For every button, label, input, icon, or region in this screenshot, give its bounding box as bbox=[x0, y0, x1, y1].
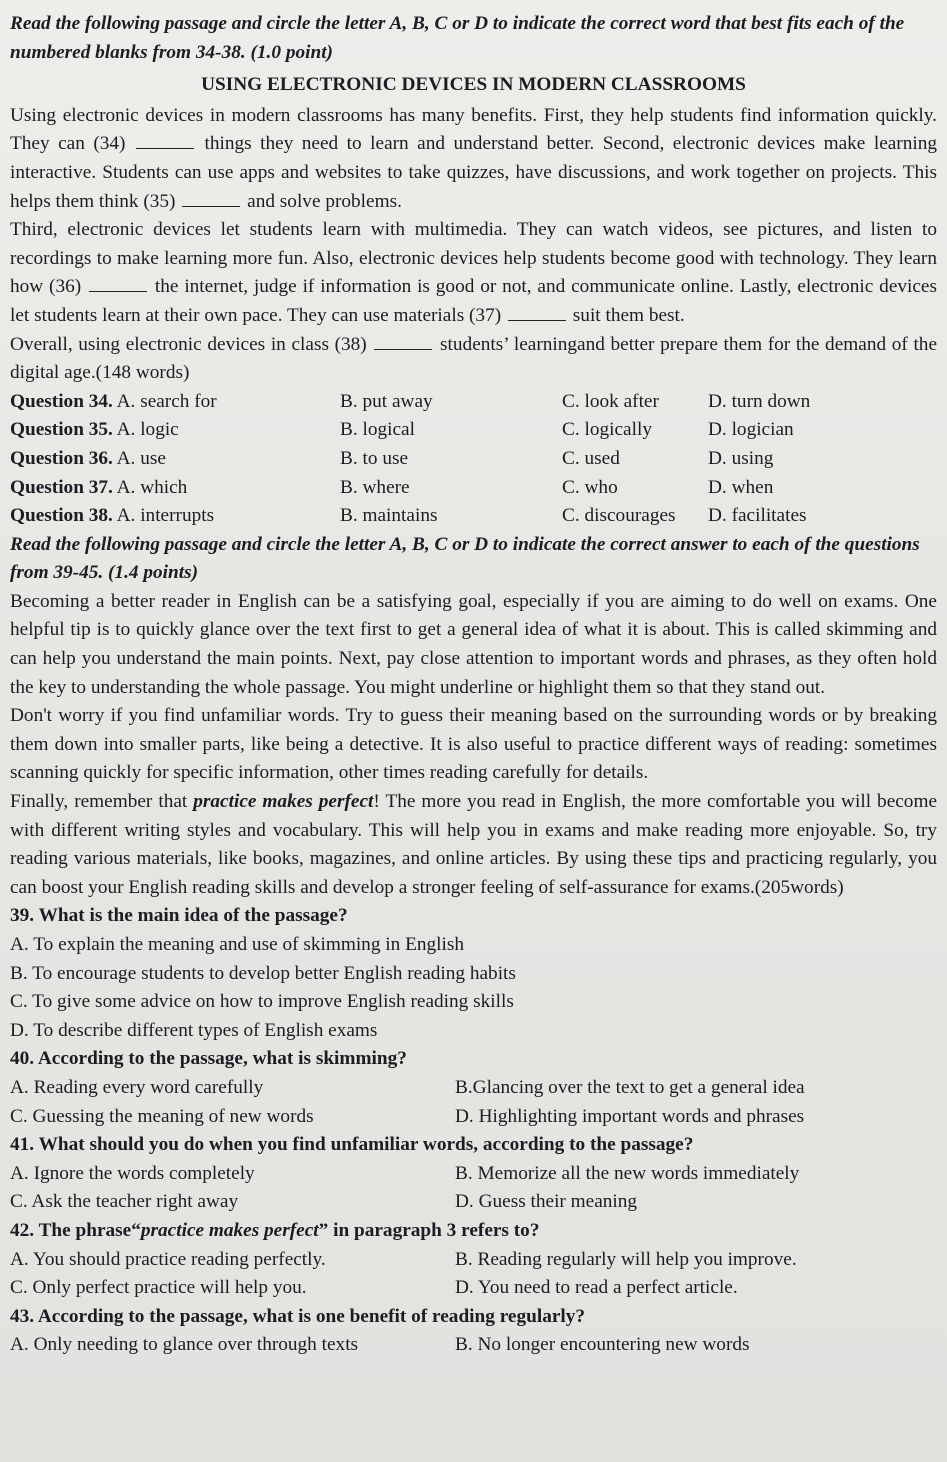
question-row bbox=[10, 416, 937, 445]
passage2-paragraph1: Becoming a better reader in English can be a satisfying goal, especially if you are aiming to do well on exams. One helpful tip is to quickly glance over the text first to get a general idea of what it is about. This is called skimming and can help you understand the main points. Next, pay close attention to important words and phrases, as they often hold the key to understanding the whole passage. You might underline or highlight them so that they stand out. bbox=[10, 590, 937, 698]
question-title: 41. What should you do when you find unfamiliar words, according to the passage? bbox=[10, 1134, 694, 1156]
q42-title-b: ” in paragraph 3 refers to? bbox=[318, 1219, 540, 1241]
option-b[interactable]: B. where bbox=[340, 476, 410, 498]
blank-37 bbox=[508, 306, 566, 321]
option-b[interactable]: B. No longer encountering new words bbox=[455, 1334, 750, 1356]
question-41 bbox=[10, 1131, 937, 1217]
option-c[interactable]: C. who bbox=[562, 476, 618, 498]
p3-rest: ! The more you read in English, the more comfortable you will become with different writing styles and vocabulary. This will help you in exams and make reading more enjoyable. So, try reading various materials, like books, magazines, and online articles. By using these tips and practicing regularly, you can boost your English reading skills and develop a stronger feeling of self-assurance for exams.(205words) bbox=[10, 791, 938, 898]
p2-text-b: the internet, judge if information is good or not, and communicate online. Lastly, electronic devices let students learn at their own pace. They can use materials (37) bbox=[10, 276, 937, 326]
option-a[interactable]: A. You should practice reading perfectly. bbox=[10, 1248, 326, 1270]
p2-text-a: Third, electronic devices let students learn with multimedia. They can watch videos, see pictures, and listen to recordings to make learning more fun. Also, electronic devices help students become good with technology. They learn how (36) bbox=[10, 219, 937, 298]
p2-text-c: suit them best. bbox=[572, 304, 685, 326]
passage-title: USING ELECTRONIC DEVICES IN MODERN CLASSROOMS bbox=[201, 74, 746, 96]
option-d[interactable]: D. Guess their meaning bbox=[455, 1191, 638, 1213]
option-a[interactable]: A. which bbox=[116, 476, 188, 498]
passage1-paragraph3 bbox=[10, 331, 937, 388]
option-d[interactable]: D. You need to read a perfect article. bbox=[455, 1277, 738, 1299]
p3-lead: Finally, remember that bbox=[10, 791, 188, 813]
option-c[interactable]: C. look after bbox=[562, 390, 659, 412]
option-a[interactable]: A. search for bbox=[116, 390, 217, 412]
option-a[interactable]: A. interrupts bbox=[116, 505, 215, 527]
question-title: 43. According to the passage, what is one benefit of reading regularly? bbox=[10, 1305, 586, 1327]
question-row bbox=[10, 445, 937, 474]
option-c[interactable]: C. Only perfect practice will help you. bbox=[10, 1277, 307, 1299]
option-b[interactable]: B. logical bbox=[340, 419, 415, 441]
passage2-paragraph2: Don't worry if you find unfamiliar words. Try to guess their meaning based on the surrounding words or by breaking them down into smaller parts, like being a detective. It is also useful to practice different ways of reading: sometimes scanning quickly for specific information, other times reading carefully for details. bbox=[10, 705, 937, 784]
p3-text-a: Overall, using electronic devices in class (38) bbox=[10, 333, 367, 355]
question-label: Question 34. bbox=[10, 390, 113, 412]
option-c[interactable]: C. Guessing the meaning of new words bbox=[10, 1105, 314, 1127]
option-b[interactable]: B. to use bbox=[340, 447, 409, 469]
option-b[interactable]: B.Glancing over the text to get a general idea bbox=[455, 1076, 805, 1098]
passage1-paragraph1 bbox=[10, 102, 937, 216]
question-label: Question 35. bbox=[10, 419, 113, 441]
option-d[interactable]: D. Highlighting important words and phrases bbox=[455, 1105, 805, 1127]
option-a[interactable]: A. logic bbox=[116, 419, 179, 441]
highlight-phrase: practice makes perfect bbox=[193, 791, 374, 813]
option-c[interactable]: C. Ask the teacher right away bbox=[10, 1191, 239, 1213]
question-label: Question 38. bbox=[10, 505, 113, 527]
blank-36 bbox=[89, 277, 147, 292]
question-title: 39. What is the main idea of the passage? bbox=[10, 905, 348, 927]
option-b[interactable]: B. maintains bbox=[340, 505, 438, 527]
option-b[interactable]: B. put away bbox=[340, 390, 433, 412]
option-d[interactable]: D. using bbox=[708, 447, 774, 469]
option-d[interactable]: D. turn down bbox=[708, 390, 811, 412]
option-d[interactable]: D. when bbox=[708, 476, 774, 498]
option-a[interactable]: A. Ignore the words completely bbox=[10, 1162, 255, 1184]
question-title: 40. According to the passage, what is skimming? bbox=[10, 1048, 407, 1070]
option-c[interactable]: C. used bbox=[562, 447, 620, 469]
option-d[interactable]: D. facilitates bbox=[708, 505, 807, 527]
blank-38 bbox=[374, 335, 432, 350]
question-42 bbox=[10, 1217, 937, 1303]
q42-title-phrase: practice makes perfect bbox=[140, 1219, 319, 1241]
question-label: Question 36. bbox=[10, 447, 113, 469]
option-c[interactable]: C. logically bbox=[562, 419, 652, 441]
passage2-paragraph3 bbox=[10, 788, 937, 902]
option-d[interactable]: D. To describe different types of English exams bbox=[10, 1019, 378, 1041]
p1-text-a: Using electronic devices in modern classrooms has many benefits. First, they help students find information quickly. They can (34) bbox=[10, 104, 937, 155]
p3-text-b: students’ learningand better prepare them for the demand of the digital age.(148 words) bbox=[10, 333, 938, 384]
option-a[interactable]: A. Reading every word carefully bbox=[10, 1076, 264, 1098]
option-a[interactable]: A. To explain the meaning and use of skimming in English bbox=[10, 934, 465, 955]
option-d[interactable]: D. logician bbox=[708, 419, 794, 441]
question-title bbox=[10, 1217, 937, 1246]
option-a[interactable]: A. use bbox=[116, 447, 166, 469]
question-row bbox=[10, 474, 937, 503]
q42-title-a: 42. The phrase“ bbox=[10, 1219, 141, 1241]
blank-34 bbox=[136, 134, 194, 149]
question-43 bbox=[10, 1303, 937, 1360]
option-b[interactable]: B. Reading regularly will help you improve. bbox=[455, 1248, 797, 1270]
option-b[interactable]: B. Memorize all the new words immediately bbox=[455, 1162, 800, 1184]
question-39 bbox=[10, 902, 937, 1045]
blank-35 bbox=[182, 192, 240, 207]
section1-instruction: Read the following passage and circle the letter A, B, C or D to indicate the correct word that best fits each of the numbered blanks from 34-38. (1.0 point) bbox=[10, 13, 905, 63]
question-label: Question 37. bbox=[10, 476, 113, 498]
option-a[interactable]: A. Only needing to glance over through texts bbox=[10, 1334, 359, 1356]
option-c[interactable]: C. To give some advice on how to improve English reading skills bbox=[10, 991, 514, 1013]
question-40 bbox=[10, 1045, 937, 1131]
question-row bbox=[10, 388, 937, 417]
option-c[interactable]: C. discourages bbox=[562, 505, 676, 527]
section2-instruction: Read the following passage and circle the letter A, B, C or D to indicate the correct answer to each of the questions from 39-45. (1.4 points) bbox=[10, 533, 920, 584]
p1-text-b: things they need to learn and understand better. Second, electronic devices make learning interactive. Students can use apps and websites to take quizzes, have discussions, and work together on projects. This helps them think (35) bbox=[10, 133, 938, 212]
option-b[interactable]: B. To encourage students to develop better English reading habits bbox=[10, 962, 516, 984]
p1-text-c: and solve problems. bbox=[247, 190, 402, 212]
question-row bbox=[10, 502, 937, 531]
question-table-34-38 bbox=[10, 388, 937, 531]
passage1-paragraph2 bbox=[10, 216, 937, 330]
